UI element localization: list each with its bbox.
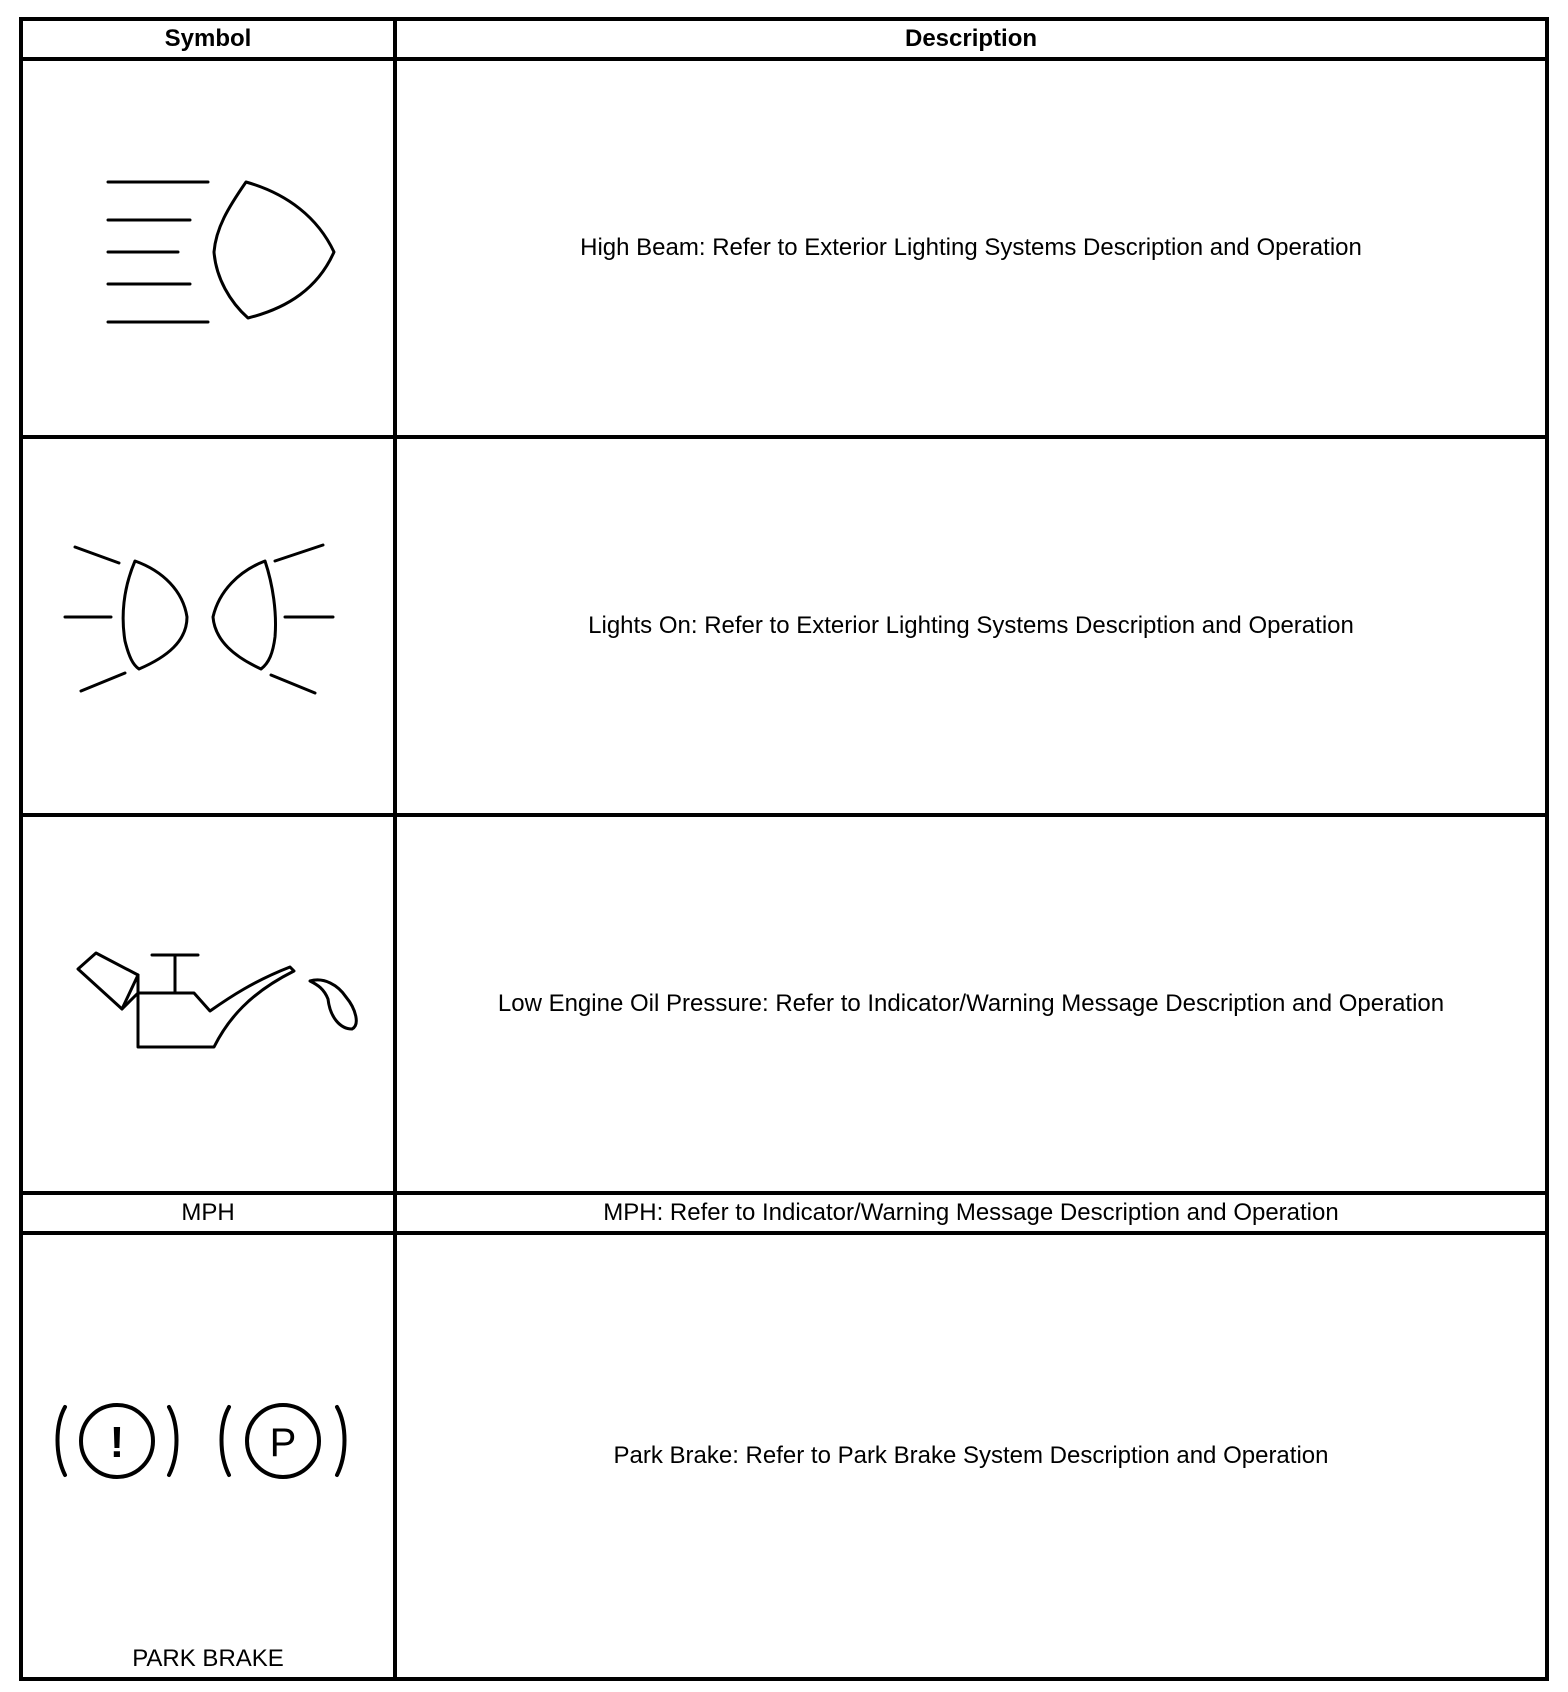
description-cell: Low Engine Oil Pressure: Refer to Indicator/Warning Message Description and Operation [395, 815, 1547, 1193]
symbol-cell [21, 815, 395, 1193]
header-description: Description [395, 19, 1547, 59]
symbol-cell [21, 1233, 395, 1679]
park-p-glyph: P [269, 1421, 297, 1465]
table-row [21, 59, 1547, 437]
symbol-cell [21, 437, 395, 815]
symbol-description-table [19, 17, 1549, 1681]
table-row [21, 437, 1547, 815]
park-brake-label: PARK BRAKE [132, 1645, 284, 1672]
description-cell: Park Brake: Refer to Park Brake System Description and Operation [395, 1233, 1547, 1679]
exclamation-glyph: ! [109, 1418, 125, 1467]
description-cell: High Beam: Refer to Exterior Lighting Systems Description and Operation [395, 59, 1547, 437]
table-row [21, 815, 1547, 1193]
description-cell: Lights On: Refer to Exterior Lighting Systems Description and Operation [395, 437, 1547, 815]
symbol-cell [21, 59, 395, 437]
description-cell: MPH: Refer to Indicator/Warning Message Description and Operation [395, 1193, 1547, 1233]
table-row [21, 1233, 1547, 1679]
symbol-cell-text: MPH [21, 1193, 395, 1233]
oil-can-icon [58, 949, 358, 1059]
lights-on-icon [63, 541, 353, 711]
table-header-row [21, 19, 1547, 59]
high-beam-icon [78, 168, 338, 328]
header-symbol: Symbol [21, 19, 395, 59]
park-brake-icon [53, 1395, 363, 1485]
table-row [21, 1193, 1547, 1233]
park-brake-icons [23, 1395, 393, 1485]
